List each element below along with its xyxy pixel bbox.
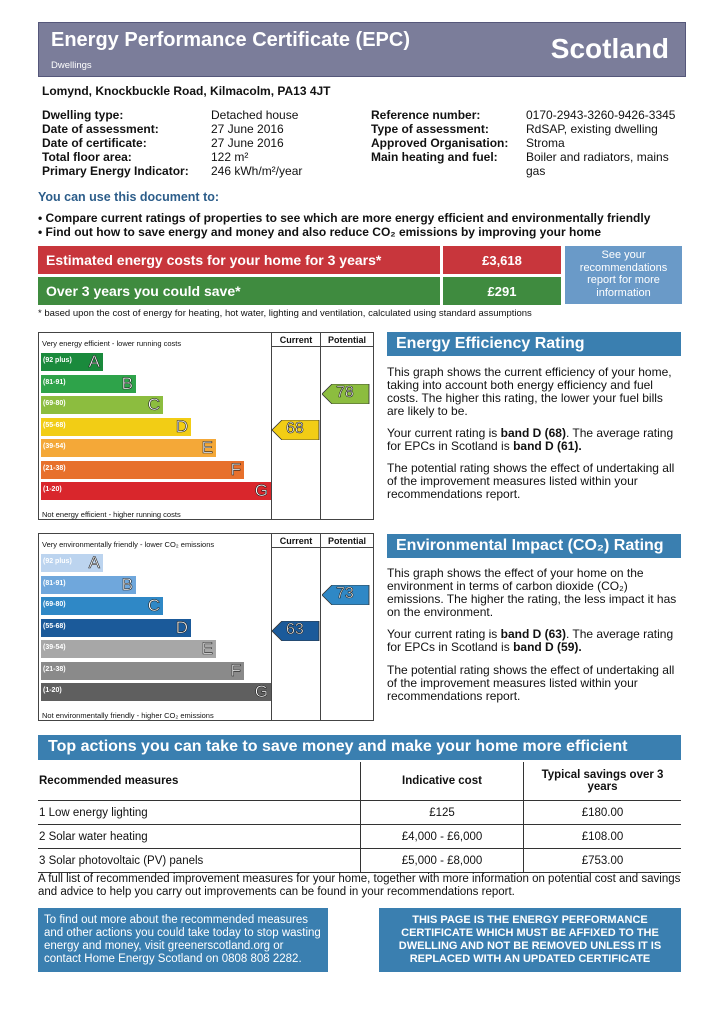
measure-cell: 3 Solar photovoltaic (PV) panels	[38, 849, 361, 873]
band-range: (55-68)	[43, 622, 66, 630]
band-range: (21-38)	[43, 464, 66, 472]
band-range: (69-80)	[43, 601, 66, 608]
certificate-subtitle: Dwellings	[51, 60, 92, 71]
average-band: band D (61).	[513, 439, 582, 453]
divider	[271, 346, 373, 347]
full-list-note: A full list of recommended improvement measures for your home, together with more information on potential cost and savings and advice to help you carry out improvements can be found in your recommendations report.	[38, 873, 681, 898]
rating-band-f	[41, 461, 244, 479]
detail-value: 0170-2943-3260-9426-3345	[526, 108, 676, 122]
band-range: (1-20)	[43, 486, 62, 493]
band-range: (55-68)	[43, 421, 66, 429]
rating-band-c	[41, 396, 163, 414]
band-letter: C	[147, 395, 160, 414]
rating-band-g	[41, 482, 271, 500]
rating-band-f	[41, 662, 244, 680]
cost-cell: £125	[361, 801, 524, 825]
band-letter: A	[88, 352, 100, 371]
top-actions-heading: Top actions you can take to save money and make your home more efficient	[38, 735, 681, 760]
saving-cell: £108.00	[524, 825, 682, 849]
bullet-text: Find out how to save energy and money and also reduce CO₂ emissions by improving your home	[45, 225, 601, 239]
region-title: Scotland	[550, 33, 669, 64]
ee-paragraph-3: The potential rating shows the effect of undertaking all of the improvement measures listed within your recommendations report.	[387, 461, 675, 501]
band-letter: B	[121, 373, 133, 393]
cost-footnote: * based upon the cost of energy for heating, hot water, lighting and ventilation, calculated using standard assumptions	[38, 308, 532, 319]
detail-label: Reference number:	[371, 108, 481, 122]
bottom-caption: Not environmentally friendly - higher CO₂ emissions	[42, 711, 214, 720]
energy-efficiency-heading: Energy Efficiency Rating	[387, 332, 681, 356]
current-column-header: Current	[279, 536, 313, 546]
text: . The average rating for EPCs in Scotland is	[387, 426, 674, 453]
details-left	[42, 108, 189, 178]
band-letter: E	[201, 438, 213, 457]
rating-band-a	[41, 353, 103, 371]
detail-label: Total floor area:	[42, 150, 132, 164]
detail-label: Type of assessment:	[371, 122, 489, 136]
measure-cell: 2 Solar water heating	[38, 825, 361, 849]
details-right	[371, 108, 508, 164]
save-label: Over 3 years you could save*	[38, 277, 440, 305]
save-value: £291	[443, 277, 561, 305]
measure-cell: 1 Low energy lighting	[38, 801, 361, 825]
estimated-cost-label: Estimated energy costs for your home for 3 years*	[38, 246, 440, 274]
saving-cell: £753.00	[524, 849, 682, 873]
band-range: (81-91)	[43, 579, 66, 587]
band-range: (21-38)	[43, 665, 66, 673]
ee-paragraph-2	[387, 427, 683, 453]
text: . The average rating for EPCs in Scotland is	[387, 627, 674, 654]
table-row	[38, 801, 681, 825]
rating-band-b	[41, 576, 136, 594]
estimated-cost-value: £3,618	[443, 246, 561, 274]
average-band: band D (59).	[513, 640, 582, 654]
current-column-header: Current	[279, 335, 313, 345]
rating-band-a	[41, 554, 103, 572]
table-row	[38, 825, 681, 849]
band-letter: A	[88, 553, 100, 572]
band-letter: E	[201, 639, 213, 658]
rating-band-e	[41, 439, 216, 457]
band-range: (81-91)	[43, 378, 66, 386]
detail-value: 246 kWh/m²/year	[211, 164, 303, 178]
detail-value: 27 June 2016	[211, 136, 284, 150]
band-letter: B	[121, 574, 133, 594]
text: Your current rating is	[387, 627, 501, 641]
detail-value: Boiler and radiators, mains gas	[526, 150, 669, 178]
column-header: Indicative cost	[361, 762, 524, 801]
divider	[271, 547, 373, 548]
band-range: (39-54)	[43, 443, 66, 450]
detail-value: RdSAP, existing dwelling	[526, 122, 658, 136]
detail-label: Main heating and fuel:	[371, 150, 498, 164]
cost-cell: £5,000 - £8,000	[361, 849, 524, 873]
band-range: (92 plus)	[43, 558, 72, 565]
detail-label: Approved Organisation:	[371, 136, 509, 150]
band-letter: D	[175, 416, 188, 436]
rating-band-d	[41, 619, 191, 637]
table-header-row	[38, 762, 681, 801]
detail-label: Primary Energy Indicator:	[42, 164, 189, 178]
rating-band-b	[41, 375, 136, 393]
bullet-text: Compare current ratings of properties to see which are more energy efficient and environmentally friendly	[45, 211, 651, 225]
band-letter: C	[147, 596, 160, 615]
detail-value: 27 June 2016	[211, 122, 284, 136]
band-letter: F	[230, 660, 241, 680]
rating-value: 78	[336, 384, 354, 401]
energy-efficiency-chart	[38, 332, 374, 520]
rating-band-d	[41, 418, 191, 436]
band-range: (92 plus)	[43, 357, 72, 364]
detail-label: Dwelling type:	[42, 108, 124, 122]
ei-paragraph-3: The potential rating shows the effect of undertaking all of the improvement measures listed within your recommendations report.	[387, 663, 675, 703]
cost-cell: £4,000 - £6,000	[361, 825, 524, 849]
details-right-values	[526, 108, 686, 178]
rating-band-g	[41, 683, 271, 701]
bullet-item: • Find out how to save energy and money and also reduce CO₂ emissions by improving your home	[38, 225, 601, 239]
detail-label: Date of assessment:	[42, 122, 159, 136]
band-range: (39-54)	[43, 644, 66, 651]
bullet-item: • Compare current ratings of properties to see which are more energy efficient and environmentally friendly	[38, 211, 651, 225]
rating-value: 68	[286, 419, 304, 437]
property-address: Lomynd, Knockbuckle Road, Kilmacolm, PA13 4JT	[42, 84, 331, 98]
certificate-title: Energy Performance Certificate (EPC)	[51, 29, 411, 51]
detail-value: Stroma	[526, 136, 565, 150]
epc-header	[38, 22, 686, 77]
find-out-more-box: To find out more about the recommended measures and other actions you could take today to stop wasting energy and money, visit greenerscotland.org or contact Home Energy Scotland on 0808 808 2282.	[38, 908, 328, 972]
potential-column-header: Potential	[327, 335, 366, 345]
text: Your current rating is	[387, 426, 501, 440]
affix-notice-box: THIS PAGE IS THE ENERGY PERFORMANCE CERTIFICATE WHICH MUST BE AFFIXED TO THE DWELLING AND NOT BE REMOVED UNLESS IT IS REPLACED WITH AN UPDATED CERTIFICATE	[379, 908, 681, 972]
environmental-impact-heading: Environmental Impact (CO₂) Rating	[387, 534, 681, 558]
environmental-impact-chart	[38, 533, 374, 721]
detail-label: Date of certificate:	[42, 136, 147, 150]
ei-paragraph-1: This graph shows the effect of your home on the environment in terms of carbon dioxide (CO₂) emissions. The higher the rating, the less impact it has on the environment.	[387, 566, 677, 619]
rating-band-c	[41, 597, 163, 615]
rating-band-e	[41, 640, 216, 658]
divider	[320, 534, 321, 720]
divider	[320, 333, 321, 519]
rating-value: 63	[286, 620, 304, 638]
table-row	[38, 849, 681, 873]
band-range: (69-80)	[43, 400, 66, 407]
details-left-values	[211, 108, 302, 178]
bottom-caption: Not energy efficient - higher running costs	[42, 510, 181, 519]
top-caption: Very environmentally friendly - lower CO₂ emissions	[42, 540, 215, 549]
actions-table	[38, 762, 681, 873]
column-header: Typical savings over 3 years	[524, 762, 682, 801]
current-band: band D (68)	[500, 426, 566, 440]
rating-value: 73	[336, 585, 354, 602]
saving-cell: £180.00	[524, 801, 682, 825]
band-letter: G	[254, 481, 268, 500]
band-range: (1-20)	[43, 687, 62, 694]
see-recommendations-box: See your recommendations report for more information	[565, 246, 682, 304]
column-header: Recommended measures	[38, 762, 361, 801]
ee-paragraph-1: This graph shows the current efficiency of your home, taking into account both energy efficiency and fuel costs. The higher this rating, the lower your fuel bills are likely to be.	[387, 365, 672, 418]
detail-value: Detached house	[211, 108, 299, 122]
use-document-heading: You can use this document to:	[38, 190, 220, 204]
detail-value: 122 m²	[211, 150, 249, 164]
ei-paragraph-2	[387, 628, 683, 654]
band-letter: D	[175, 617, 188, 637]
potential-column-header: Potential	[327, 536, 366, 546]
band-letter: F	[230, 459, 241, 479]
top-caption: Very energy efficient - lower running costs	[42, 339, 182, 348]
band-letter: G	[254, 682, 268, 701]
current-band: band D (63)	[500, 627, 566, 641]
